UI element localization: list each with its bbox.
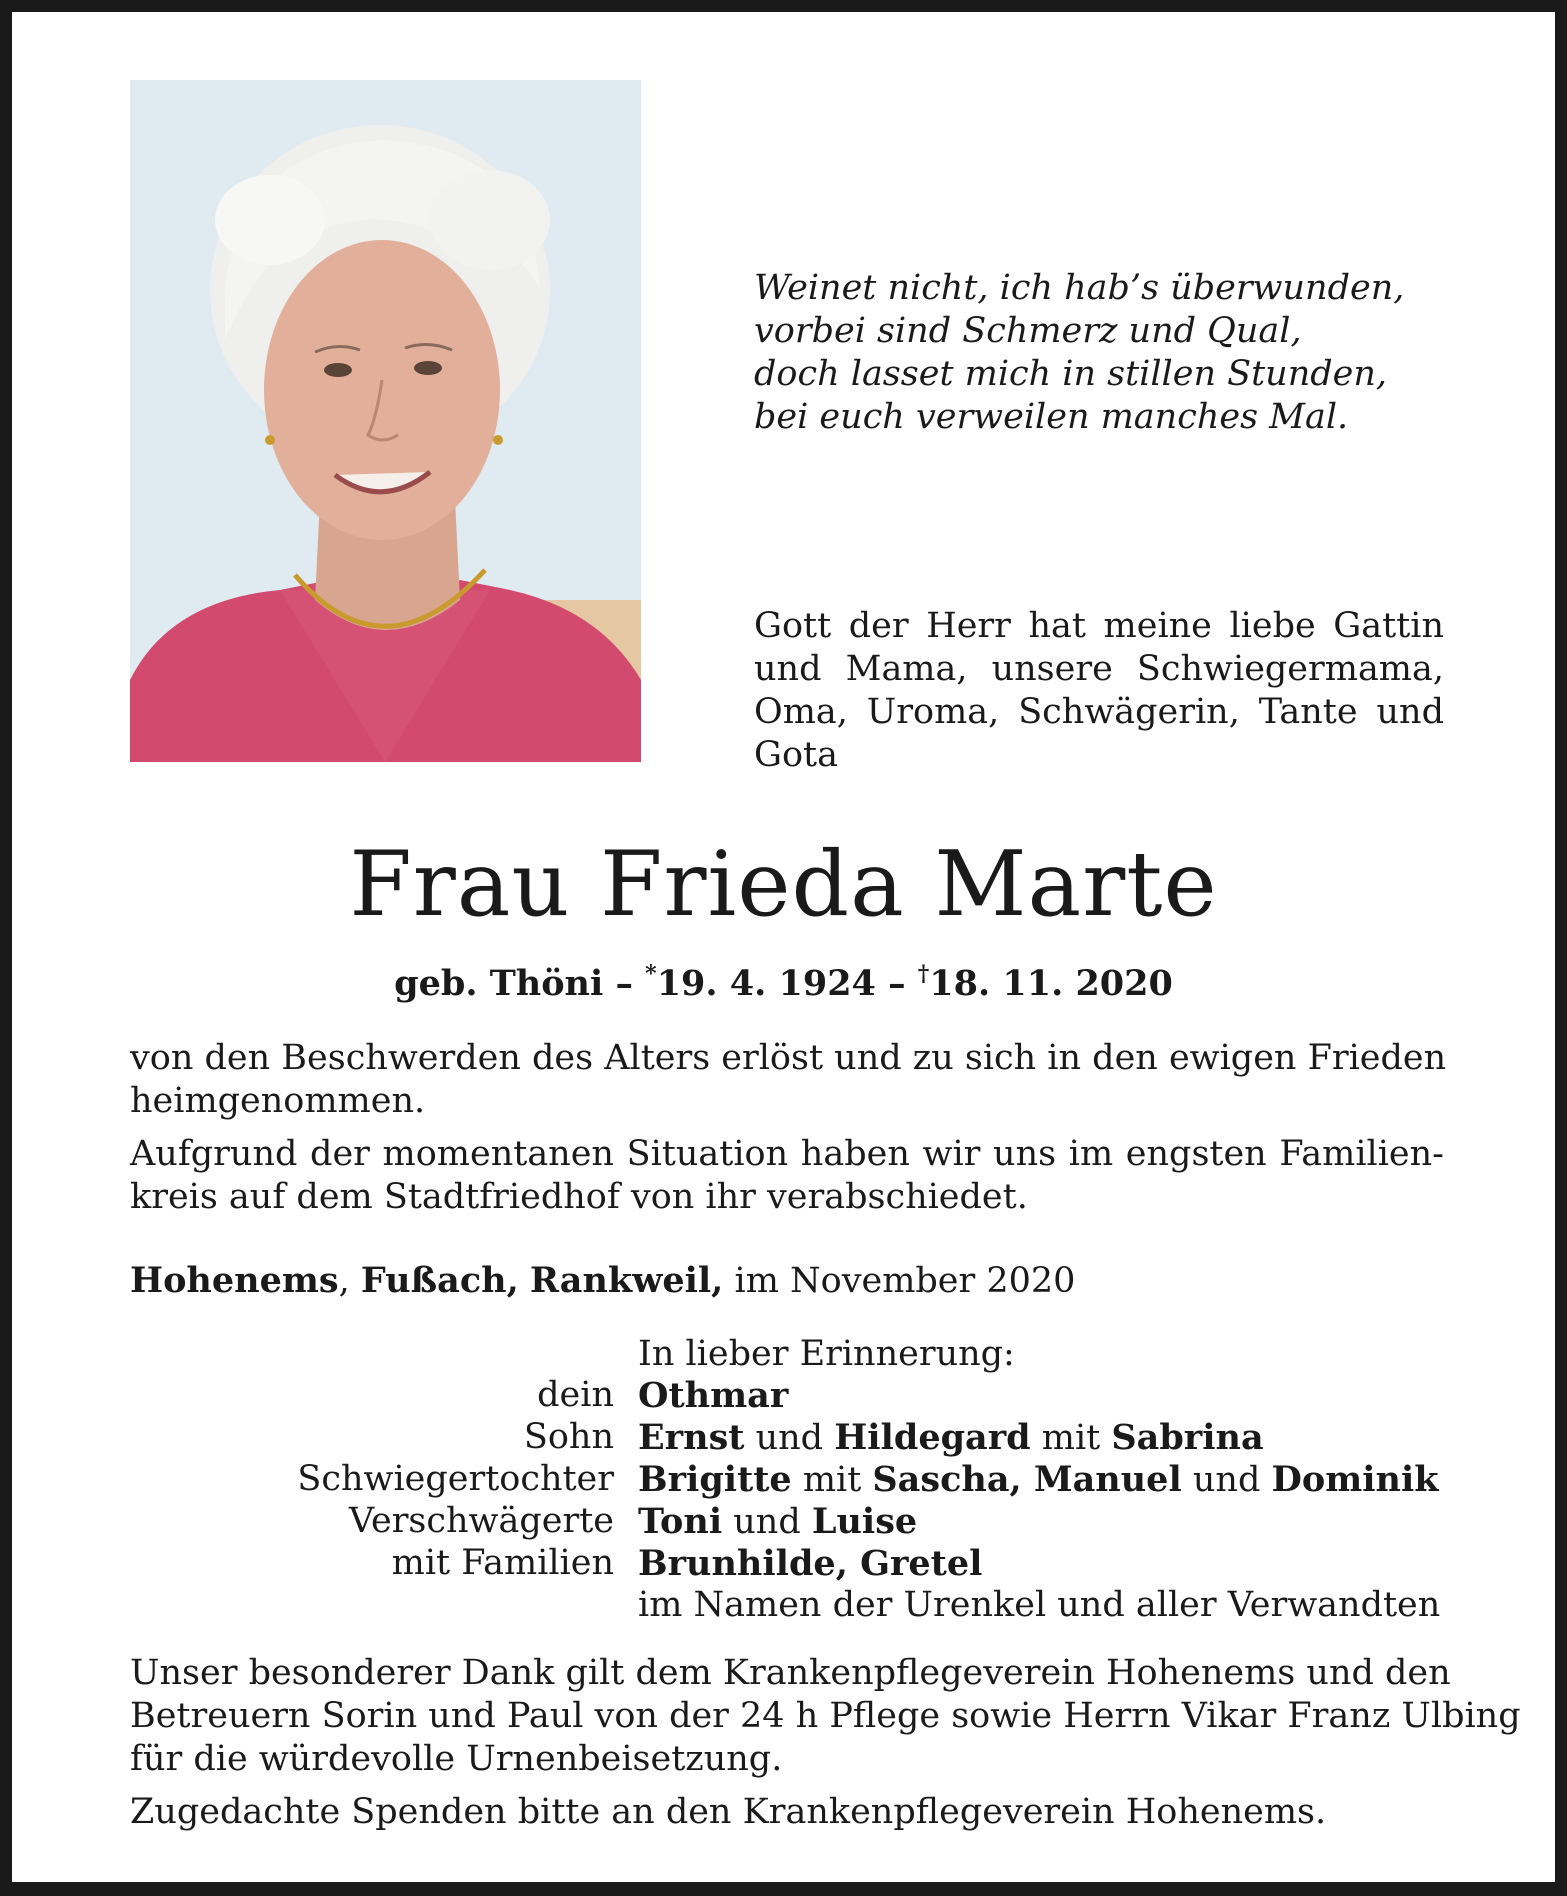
place-and-date (130, 1259, 1075, 1303)
birth-date: 19. 4. 1924 (656, 963, 876, 1004)
family-members (638, 1459, 1444, 1501)
family-row (130, 1543, 1444, 1585)
family-relation: Sohn (523, 1417, 614, 1457)
family-member-name: Ernst (638, 1417, 745, 1458)
dash: – (888, 963, 906, 1004)
portrait-image (130, 80, 641, 762)
town: Fußach, (360, 1260, 519, 1301)
family-member-name: Luise (811, 1501, 918, 1542)
date-text: im November 2020 (734, 1261, 1076, 1301)
family-heading: In lieber Erinnerung: (638, 1334, 1015, 1374)
dash: – (615, 963, 633, 1004)
family-row (130, 1501, 1444, 1543)
family-member-name: Hildegard (834, 1417, 1031, 1458)
separator: , (338, 1261, 350, 1301)
intro-line: Oma, Uroma, Schwägerin, Tante und (754, 692, 1444, 732)
family-row (130, 1375, 1444, 1417)
family-connector: und (1181, 1460, 1272, 1500)
family-relation: mit Familien (391, 1543, 614, 1583)
town: Rankweil, (529, 1260, 724, 1301)
life-dates (12, 952, 1555, 1006)
birth-name: geb. Thöni (394, 963, 604, 1004)
announcement-text (130, 1037, 1447, 1219)
family-heading-row (130, 1334, 1444, 1375)
thanks-line: Betreuern Sorin und Paul von der 24 h Pflege sowie Herrn Vikar Franz Ulbing (130, 1696, 1521, 1736)
poem-line: vorbei sind Schmerz und Qual, (754, 311, 1302, 351)
body-line: von den Beschwerden des Alters erlöst und zu sich in den ewigen Frieden (130, 1038, 1447, 1078)
family-relation: Verschwägerte (348, 1501, 614, 1541)
thanks-line: für die würdevolle Urnenbeisetzung. (130, 1739, 783, 1779)
intro-text (754, 605, 1444, 777)
family-closing-row (130, 1585, 1444, 1626)
donations-note: Zugedachte Spenden bitte an den Krankenpflegeverein Hohenems. (130, 1792, 1327, 1832)
family-members (638, 1543, 1444, 1585)
poem-line: bei euch verweilen manches Mal. (754, 397, 1349, 437)
family-connector: und (722, 1502, 812, 1542)
thanks-line: Unser besonderer Dank gilt dem Krankenpflegeverein Hohenems und den (130, 1653, 1451, 1693)
body-line: kreis auf dem Stadtfriedhof von ihr verabschiedet. (130, 1177, 1028, 1217)
family-relation: dein (537, 1375, 614, 1415)
family-connector: mit (791, 1460, 873, 1500)
family-connector: und (744, 1418, 835, 1458)
family-member-name: Brigitte (638, 1459, 792, 1500)
family-row (130, 1459, 1444, 1501)
intro-line: Gott der Herr hat meine liebe Gattin (754, 606, 1444, 646)
intro-line: Gota (754, 735, 838, 775)
portrait-photo (130, 80, 641, 762)
family-member-name: Toni (638, 1501, 723, 1542)
death-symbol: † (917, 961, 930, 987)
deceased-name: Frau Frieda Marte (349, 832, 1218, 937)
town: Hohenems (130, 1260, 339, 1301)
body-line: heimgenommen. (130, 1081, 426, 1121)
family-relation: Schwiegertochter (297, 1459, 614, 1499)
birth-symbol: * (645, 961, 657, 987)
family-members (638, 1375, 1444, 1417)
family-members (638, 1501, 1444, 1543)
family-member-name: Sabrina (1111, 1417, 1264, 1458)
poem-line: Weinet nicht, ich hab’s überwunden, (754, 268, 1405, 308)
obituary-card (12, 12, 1555, 1882)
death-date: 18. 11. 2020 (929, 963, 1173, 1004)
family-row (130, 1417, 1444, 1459)
intro-line: und Mama, unsere Schwiegermama, (754, 649, 1444, 689)
family-member-name: Dominik (1271, 1459, 1439, 1500)
family-member-name: Sascha, Manuel (872, 1459, 1182, 1500)
poem-verse (754, 267, 1404, 439)
family-member-name: Othmar (638, 1375, 789, 1416)
family-connector: mit (1030, 1418, 1112, 1458)
family-closing: im Namen der Urenkel und aller Verwandten (638, 1585, 1441, 1625)
family-members (638, 1417, 1444, 1459)
family-member-name: Brunhilde, Gretel (638, 1543, 983, 1584)
family-list (130, 1334, 1444, 1626)
body-line: Aufgrund der momentanen Situation haben wir uns im engsten Familien- (130, 1134, 1444, 1174)
poem-line: doch lasset mich in stillen Stunden, (754, 354, 1388, 394)
thanks-text (130, 1652, 1521, 1834)
